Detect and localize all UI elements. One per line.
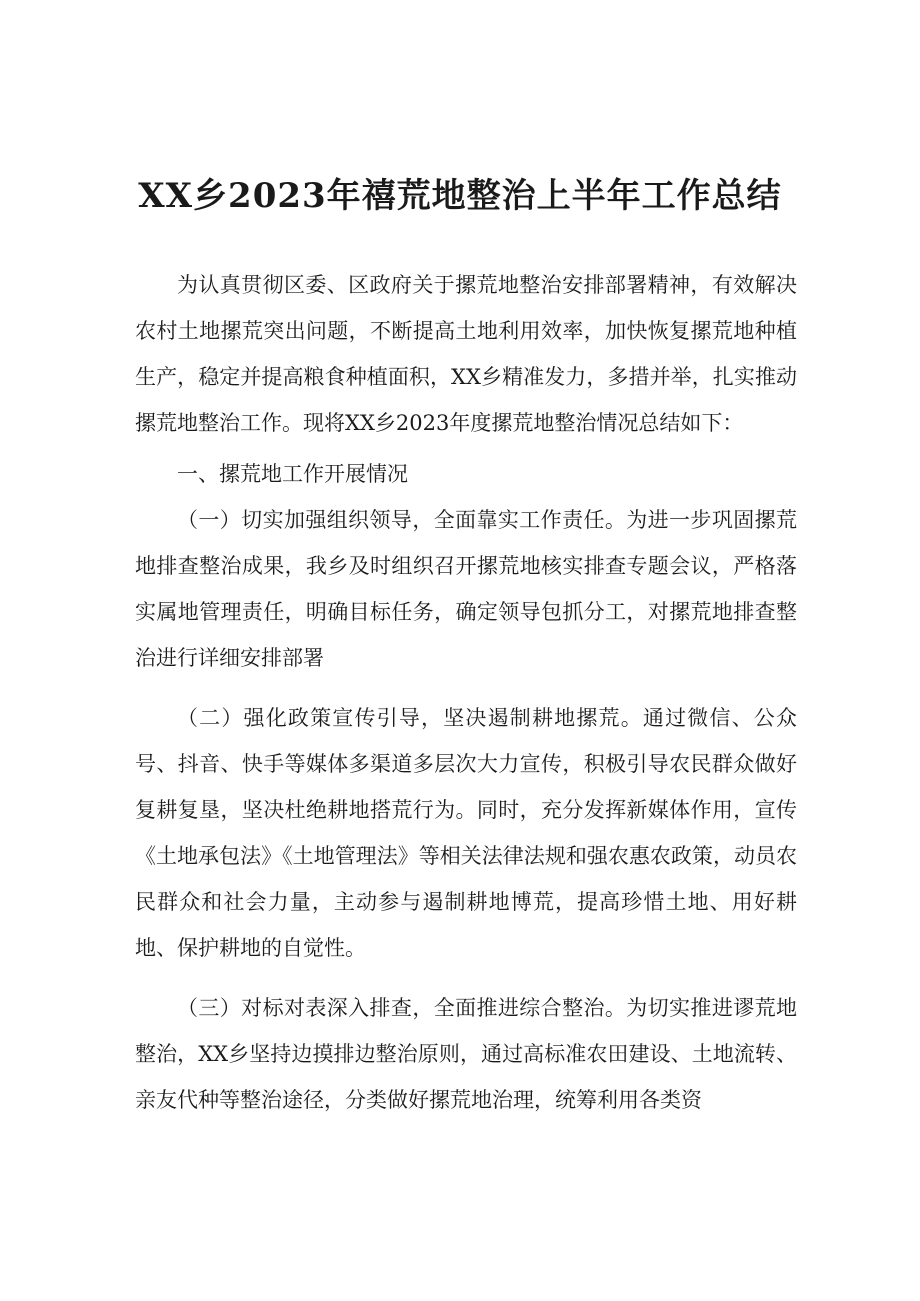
item-1-paragraph: （一）切实加强组织领导，全面靠实工作责任。为进一步巩固摞荒地排查整治成果，我乡及时组织召开摞荒地核实排查专题会议，严格落实属地管理责任，明确目标任务，确定领导包抓分工，对摞荒地排查整治进行详细安排部署 bbox=[135, 508, 797, 670]
document-body bbox=[135, 262, 797, 1123]
item-3-paragraph: （三）对标对表深入排查，全面推进综合整治。为切实推进谬荒地整治，XX乡坚持边摸排边整治原则，通过高标准农田建设、土地流转、亲友代种等整治途径，分类做好摞荒地治理，统筹利用各类资 bbox=[135, 996, 797, 1112]
document-title: XX乡2023年禧荒地整治上半年工作总结 bbox=[138, 176, 782, 216]
item-2-paragraph: （二）强化政策宣传引导，坚决遏制耕地摞荒。通过微信、公众号、抖音、快手等媒体多渠道多层次大力宣传，积极引导农民群众做好复耕复垦，坚决杜绝耕地搭荒行为。同时，充分发挥新媒体作用，宣传《土地承包法》《土地管理法》等相关法律法规和强农惠农政策，动员农民群众和社会力量，主动参与遏制耕地博荒，提高珍惜土地、用好耕地、保护耕地的自觉性。 bbox=[135, 706, 797, 960]
section-1-heading: 一、摞荒地工作开展情况 bbox=[177, 462, 408, 486]
intro-paragraph: 为认真贯彻区委、区政府关于摞荒地整治安排部署精神，有效解决农村土地摞荒突出问题，不断提高土地利用效率，加快恢复摞荒地种植生产，稳定并提高粮食种植面积，XX乡精准发力，多措并举，扎实推动摞荒地整治工作。现将XX乡2023年度摞荒地整治情况总结如下： bbox=[135, 273, 797, 435]
